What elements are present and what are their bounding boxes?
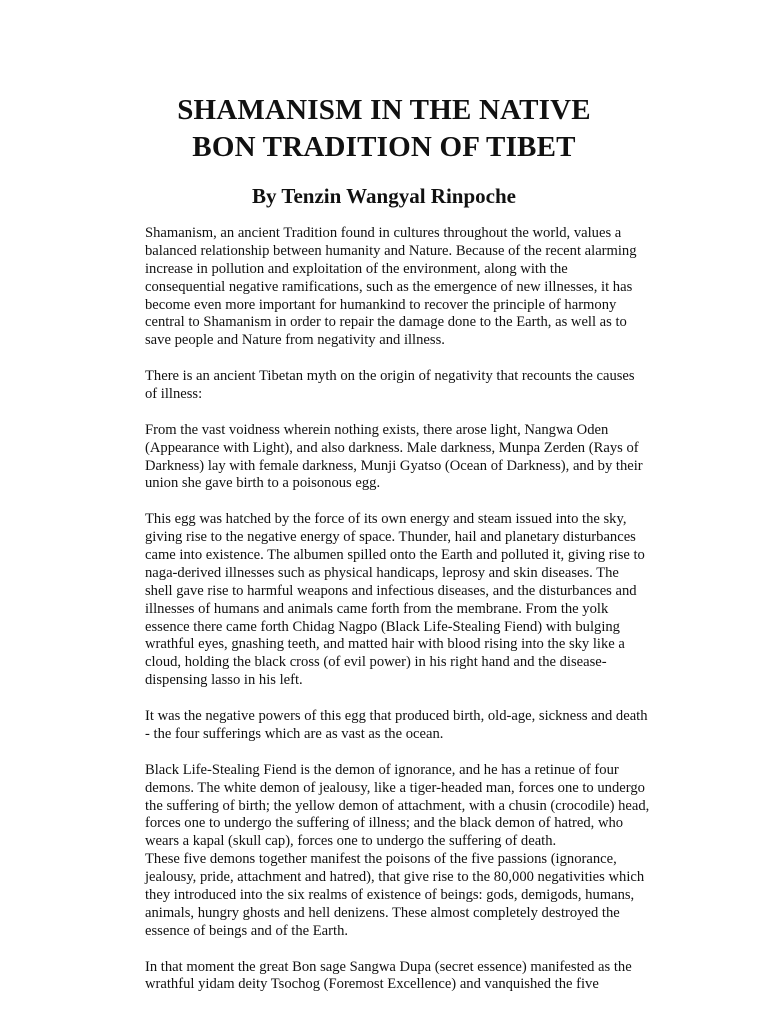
text-line: save people and Nature from negativity and illness.: [145, 332, 445, 349]
text-line: wrathful yidam deity Tsochog (Foremost Excellence) and vanquished the five: [145, 976, 599, 993]
text-line: balanced relationship between humanity and Nature. Because of the recent alarming: [145, 242, 637, 259]
text-line: This egg was hatched by the force of its own energy and steam issued into the sky,: [145, 511, 627, 528]
paragraph-gap: [145, 690, 655, 708]
text-line: dispensing lasso in his left.: [145, 672, 303, 689]
text-line: increase in pollution and exploitation of the environment, along with the: [145, 260, 568, 277]
author-byline: By Tenzin Wangyal Rinpoche: [252, 184, 516, 208]
paragraph-5: [145, 708, 655, 744]
text-line: animals, hungry ghosts and hell denizens. These almost completely destroyed the: [145, 904, 620, 921]
text-line: Black Life-Stealing Fiend is the demon of ignorance, and he has a retinue of four: [145, 761, 619, 778]
text-line: naga-derived illnesses such as physical handicaps, leprosy and skin diseases. The: [145, 564, 619, 581]
text-line: There is an ancient Tibetan myth on the origin of negativity that recounts the causes: [145, 368, 635, 385]
text-line: essence there came forth Chidag Nagpo (Black Life-Stealing Fiend) with bulging: [145, 618, 620, 635]
paragraph-gap: [145, 744, 655, 762]
text-line: - the four sufferings which are as vast as the ocean.: [145, 725, 444, 742]
paragraph-6: [145, 762, 655, 941]
text-line: cloud, holding the black cross (of evil power) in his right hand and the disease-: [145, 654, 607, 671]
text-line: jealousy, pride, attachment and hatred), that give rise to the 80,000 negativities which: [145, 869, 645, 886]
paragraph-gap: [145, 350, 655, 368]
paragraph-gap: [145, 941, 655, 959]
text-line: become even more important for humankind to recover the principle of harmony: [145, 296, 617, 313]
text-line: wrathful eyes, gnashing teeth, and matted hair with blood rising into the sky like a: [145, 636, 625, 653]
text-line: came into existence. The albumen spilled onto the Earth and polluted it, giving rise to: [145, 547, 645, 564]
text-line: central to Shamanism in order to repair the damage done to the Earth, as well as to: [145, 314, 627, 331]
title-line-1: SHAMANISM IN THE NATIVE: [177, 94, 591, 126]
text-line: union she gave birth to a poisonous egg.: [145, 475, 381, 492]
document-title: [0, 92, 768, 166]
text-line: forces one to undergo the suffering of illness; and the black demon of hatred, who: [145, 815, 624, 832]
text-line: illnesses of humans and animals came forth from the membrane. From the yolk: [145, 600, 609, 617]
paragraph-4: [145, 511, 655, 690]
text-line: From the vast voidness wherein nothing exists, there arose light, Nangwa Oden: [145, 421, 609, 438]
text-line: Darkness) lay with female darkness, Munji Gyatso (Ocean of Darkness), and by their: [145, 457, 643, 474]
paragraph-gap: [145, 493, 655, 511]
text-line: the suffering of birth; the yellow demon of attachment, with a chusin (crocodile) head,: [145, 797, 650, 814]
text-line: Shamanism, an ancient Tradition found in cultures throughout the world, values a: [145, 225, 622, 241]
paragraph-2: [145, 368, 655, 404]
text-line: of illness:: [145, 386, 203, 403]
paragraph-7: [145, 959, 655, 995]
text-line: wears a kapal (skull cap), forces one to undergo the suffering of death.: [145, 833, 557, 850]
paragraph-gap: [145, 404, 655, 422]
text-line: shell gave rise to harmful weapons and infectious diseases, and the disturbances and: [145, 582, 637, 599]
text-line: These five demons together manifest the poisons of the five passions (ignorance,: [145, 851, 617, 868]
paragraph-1: [145, 225, 655, 350]
document-body: [145, 225, 655, 994]
title-line-2: BON TRADITION OF TIBET: [192, 131, 576, 163]
text-line: In that moment the great Bon sage Sangwa Dupa (secret essence) manifested as the: [145, 958, 632, 975]
text-line: consequential negative ramifications, such as the emergence of new illnesses, it has: [145, 278, 633, 295]
text-line: giving rise to the negative energy of space. Thunder, hail and planetary disturbances: [145, 529, 636, 546]
text-line: (Appearance with Light), and also darkness. Male darkness, Munpa Zerden (Rays of: [145, 439, 639, 456]
text-line: demons. The white demon of jealousy, like a tiger-headed man, forces one to undergo: [145, 779, 645, 796]
paragraph-3: [145, 422, 655, 494]
text-line: essence of beings and of the Earth.: [145, 922, 349, 939]
text-line: It was the negative powers of this egg that produced birth, old-age, sickness and death: [145, 708, 648, 725]
text-line: they introduced into the six realms of existence of beings: gods, demigods, humans,: [145, 886, 635, 903]
